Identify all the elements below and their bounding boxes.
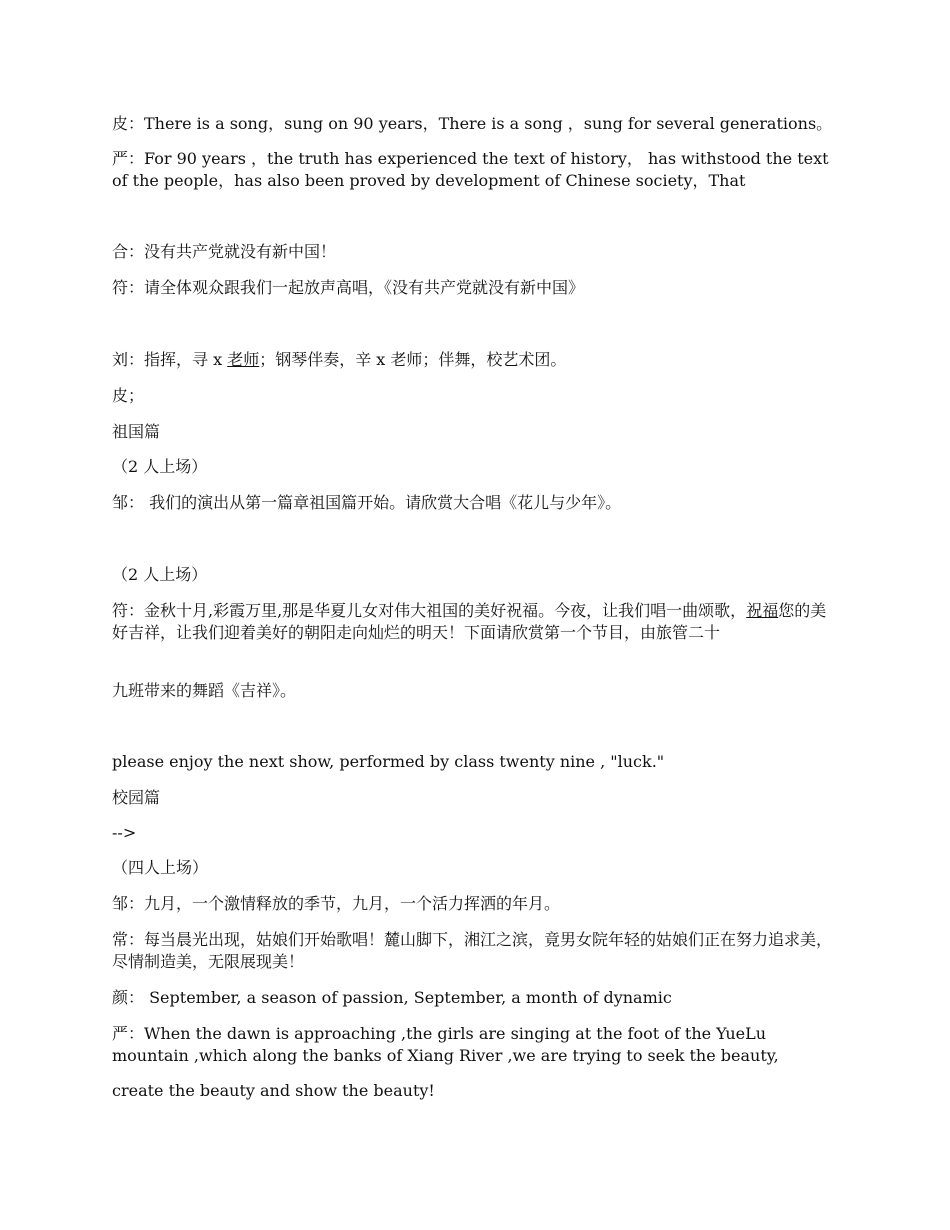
line-liu-credits: 刘：指挥，寻 x 老师；钢琴伴奏，辛 x 老师；伴舞，校艺术团。	[112, 350, 567, 369]
line-pi-short: 皮；	[112, 386, 145, 405]
line-yan-90-years: 严：For 90 years ，the truth has experienced the text of history， has withstood the text of the people，has also been proved by development of Chinese society，That	[112, 149, 829, 190]
line-yan-dawn-en: 严：When the dawn is approaching ,the girls are singing at the foot of the YueLu mountain ,which along the banks of Xiang River ,we are trying to seek the beauty,	[112, 1024, 779, 1065]
line-class-29-dance: 九班带来的舞蹈《吉祥》。	[112, 681, 297, 700]
line-zou-opening: 邹： 我们的演出从第一篇章祖国篇开始。请欣赏大合唱《花儿与少年》。	[112, 493, 622, 512]
line-he-chorus: 合：没有共产党就没有新中国！	[112, 242, 337, 261]
line-yan-september-en: 颜： September, a season of passion, September, a month of dynamic	[112, 988, 672, 1007]
section-heading-motherland: 祖国篇	[112, 422, 161, 441]
line-pi-song: 皮：There is a song，sung on 90 years，There is a song ，sung for several generations。	[112, 114, 833, 133]
stage-direction-two-enter-2: （2 人上场）	[112, 565, 208, 584]
line-fu-sing-along: 符：请全体观众跟我们一起放声高唱，《没有共产党就没有新中国》	[112, 278, 585, 297]
stage-direction-two-enter: （2 人上场）	[112, 457, 208, 476]
line-arrow: -->	[112, 823, 137, 842]
line-enjoy-next-show: please enjoy the next show, performed by class twenty nine , "luck."	[112, 752, 665, 771]
line-create-beauty: create the beauty and show the beauty!	[112, 1081, 435, 1100]
stage-direction-four-enter: （四人上场）	[112, 858, 209, 877]
line-chang-dawn: 常：每当晨光出现，姑娘们开始歌唱！麓山脚下，湘江之滨，竟男女院年轻的姑娘们正在努力追求美，尽情制造美，无限展现美！	[112, 930, 833, 971]
section-heading-campus: 校园篇	[112, 788, 161, 807]
line-fu-autumn: 符：金秋十月,彩霞万里,那是华夏儿女对伟大祖国的美好祝福。今夜，让我们唱一曲颂歌，祝福您的美好吉祥，让我们迎着美好的朝阳走向灿烂的明天！下面请欣赏第一个节目，由旅管二十	[112, 601, 827, 642]
line-zou-september: 邹：九月，一个激情释放的季节，九月，一个活力挥洒的年月。	[112, 894, 561, 913]
